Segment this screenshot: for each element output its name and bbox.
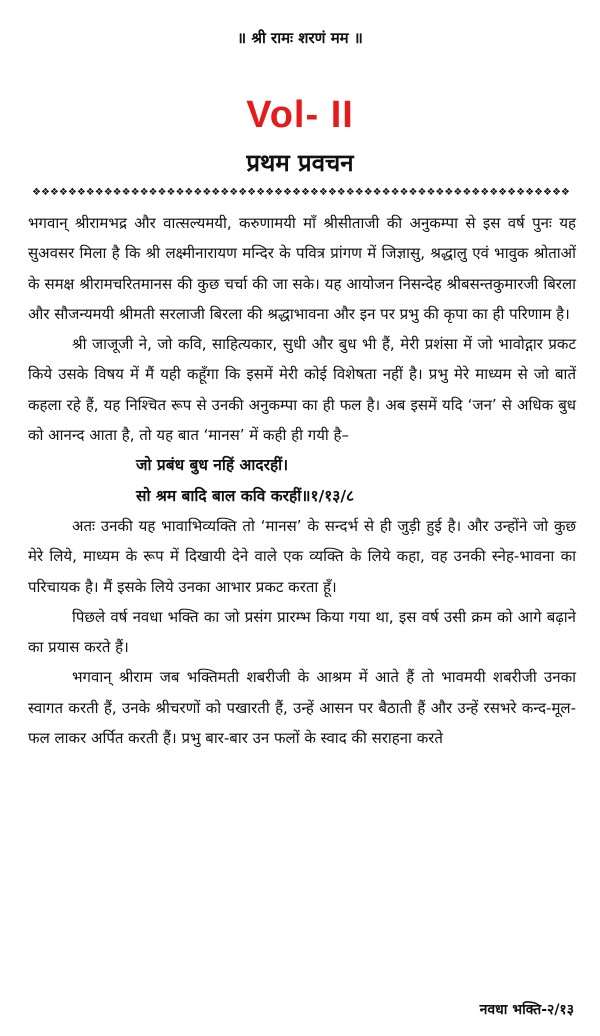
paragraph-4: पिछले वर्ष नवधा भक्ति का जो प्रसंग प्रारम्भ किया गया था, इस वर्ष उसी क्रम को आगे बढ़ाने का प्रयास करते हैं।	[28, 607, 576, 657]
verse-line-2-text: सो श्रम बादि बाल कवि करहीं॥	[136, 486, 311, 505]
paragraph-3: अतः उनकी यह भावाभिव्यक्ति तो ‘मानस’ के सन्दर्भ से ही जुड़ी हुई है। और उन्होंने जो कुछ मेरे लिये, माध्यम के रूप में दिखायी देने वाले एक व्यक्ति के लिये कहा, वह उनकी स्नेह-भावना का परिचायक है। मैं इसके लिये उनका आभार प्रकट करता हूँ।	[28, 516, 576, 596]
verse-line-1	[28, 450, 576, 480]
body-text	[28, 208, 576, 753]
chapter-title: प्रथम प्रवचन	[246, 149, 354, 177]
volume-label: Vol- II	[246, 94, 354, 136]
verse-line-2	[28, 481, 576, 511]
ornamental-divider: ❖❖❖❖❖❖❖❖❖❖❖❖❖❖❖❖❖❖❖❖❖❖❖❖❖❖❖❖❖❖❖❖❖❖❖❖❖❖❖❖❖❖❖❖❖❖❖❖❖❖❖❖❖❖❖❖❖❖❖❖	[32, 187, 570, 198]
paragraph-5: भगवान् श्रीराम जब भक्तिमती शबरीजी के आश्रम में आते हैं तो भावमयी शबरीजी उनका स्वागत करती हैं, उनके श्रीचरणों को पखारती हैं, उन्हें आसन पर बैठाती हैं और उन्हें रसभरे कन्द-मूल-फल लाकर अर्पित करती हैं। प्रभु बार-बार उन फलों के स्वाद की सराहना करते	[28, 668, 576, 748]
verse-reference: १/१३/८	[310, 486, 355, 505]
page-footer-label: नवधा भक्ति-२/१३	[479, 1002, 574, 1018]
verse-line-1-text: जो प्रबंध बुध नहिं आदरहीं।	[136, 456, 289, 475]
invocation-header: ॥ श्री रामः शरणं मम ॥	[237, 29, 363, 47]
paragraph-1: भगवान् श्रीरामभद्र और वात्सल्यमयी, करुणामयी माँ श्रीसीताजी की अनुकम्पा से इस वर्ष पुनः यह सुअवसर मिला है कि श्री लक्ष्मीनारायण मन्दिर के पवित्र प्रांगण में जिज्ञासु, श्रद्धालु एवं भावुक श्रोताओं के समक्ष श्रीरामचरितमानस की कुछ चर्चा की जा सके। यह आयोजन निसन्देह श्रीबसन्तकुमारजी बिरला और सौजन्यमयी श्रीमती सरलाजी बिरला की श्रद्धाभावना और इन पर प्रभु की कृपा का ही परिणाम है।	[28, 214, 576, 323]
paragraph-2: श्री जाजूजी ने, जो कवि, साहित्यकार, सुधी और बुध भी हैं, मेरी प्रशंसा में जो भावोद्गार प्रकट किये उसके विषय में मैं यही कहूँगा कि इसमें मेरी कोई विशेषता नहीं है। प्रभु मेरे माध्यम से जो बातें कहला रहे हैं, यह निश्चित रूप से उनकी अनुकम्पा का ही फल है। अब इसमें यदि ‘जन’ से अधिक बुध को आनन्द आता है, तो यह बात ‘मानस’ में कही ही गयी है–	[28, 335, 577, 445]
